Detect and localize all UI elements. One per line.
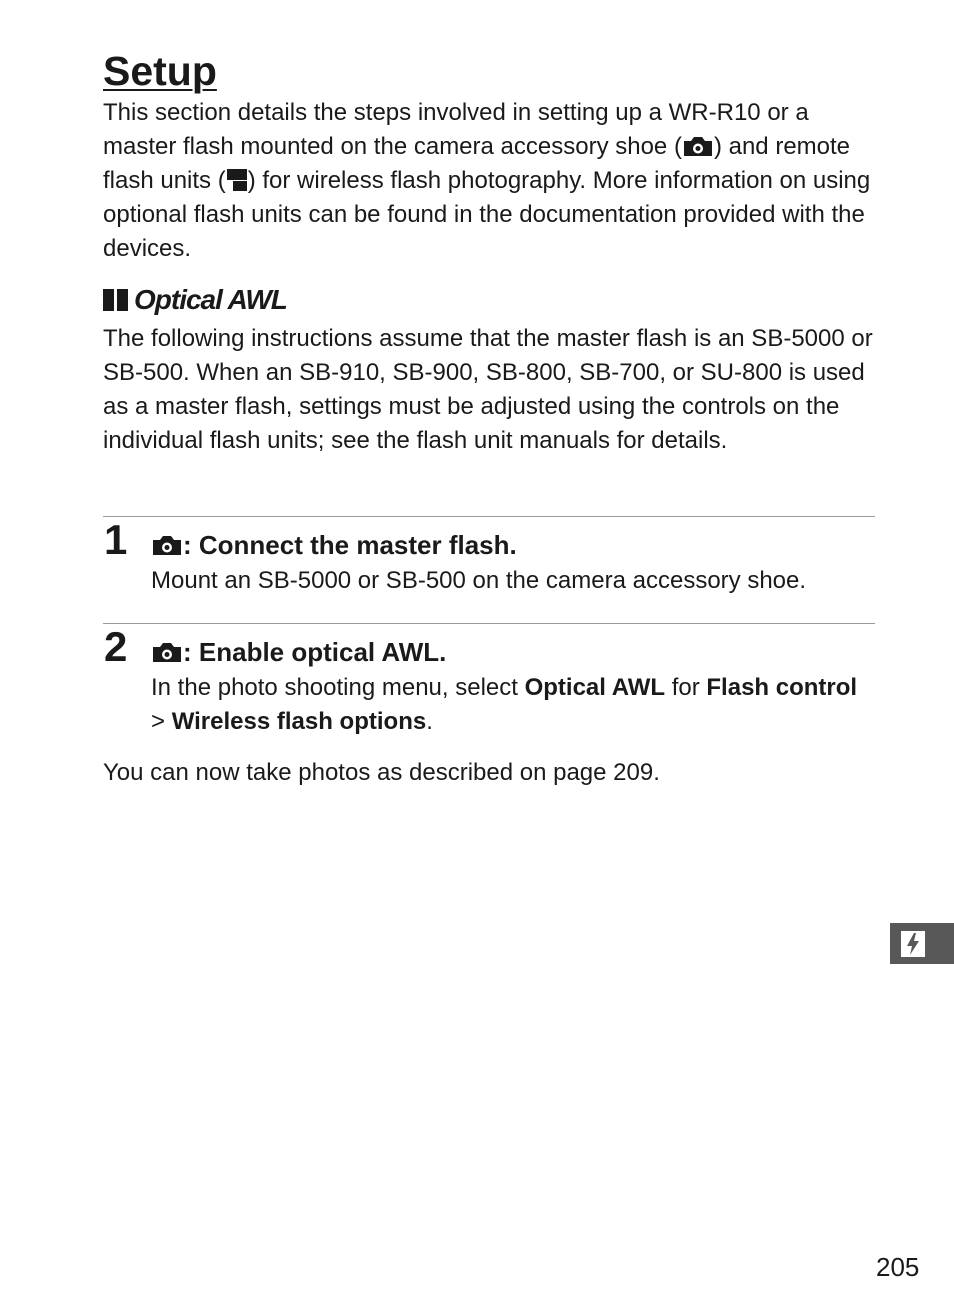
- step-2-body-text-4: .: [426, 708, 433, 735]
- camera-icon: [682, 135, 714, 157]
- intro-paragraph: [103, 96, 873, 266]
- subheading-text: Optical AWL: [134, 284, 287, 315]
- step-2-title: [151, 635, 446, 669]
- page-number: 205: [876, 1252, 920, 1282]
- intro-text-3: ) for wireless flash photography. More information on using optional flash units can be found in the documentation provided with the devices.: [103, 167, 871, 262]
- step-2-number: 2: [104, 623, 128, 670]
- step-2-body: [151, 671, 873, 739]
- step-2-body-text-1: In the photo shooting menu, select: [151, 674, 525, 701]
- step-1-number: 1: [104, 516, 128, 563]
- subheading-optical-awl: [103, 282, 287, 318]
- section-marker-icon: [103, 289, 128, 311]
- camera-icon: [151, 534, 183, 556]
- step-2-body-text-3: >: [151, 708, 172, 735]
- step-1-title-text: : Connect the master flash.: [183, 530, 517, 560]
- remote-flash-icon: [226, 168, 248, 192]
- step-2-title-text: : Enable optical AWL.: [183, 637, 447, 667]
- step-1-body: Mount an SB-5000 or SB-500 on the camera accessory shoe.: [151, 567, 807, 594]
- intro-text-2: ) and remote flash units (: [103, 133, 851, 194]
- camera-icon: [151, 641, 183, 663]
- menu-item-wireless-flash-options: Wireless flash options: [171, 708, 427, 735]
- chapter-tab: [890, 923, 954, 964]
- menu-item-optical-awl: Optical AWL: [524, 674, 666, 701]
- step-1-divider: [103, 516, 875, 517]
- step-2-divider: [103, 623, 875, 624]
- step-1-title: [151, 528, 517, 562]
- step-2-body-text-2: for: [665, 674, 707, 701]
- intro-text-1: This section details the steps involved in setting up a WR-R10 or a master flash mounted on the camera accessory shoe (: [103, 99, 809, 160]
- optical-awl-paragraph: The following instructions assume that the master flash is an SB-5000 or SB-500. When an SB-910, SB-900, SB-800, SB-700, or SU-800 is used as a master flash, settings must be adjusted using the controls on the individual flash units; see the flash unit manuals for details.: [103, 325, 873, 454]
- closing-paragraph: You can now take photos as described on page 209.: [103, 759, 660, 786]
- menu-item-flash-control: Flash control: [706, 674, 858, 701]
- flash-icon: [900, 930, 926, 958]
- page-title: Setup: [103, 48, 217, 94]
